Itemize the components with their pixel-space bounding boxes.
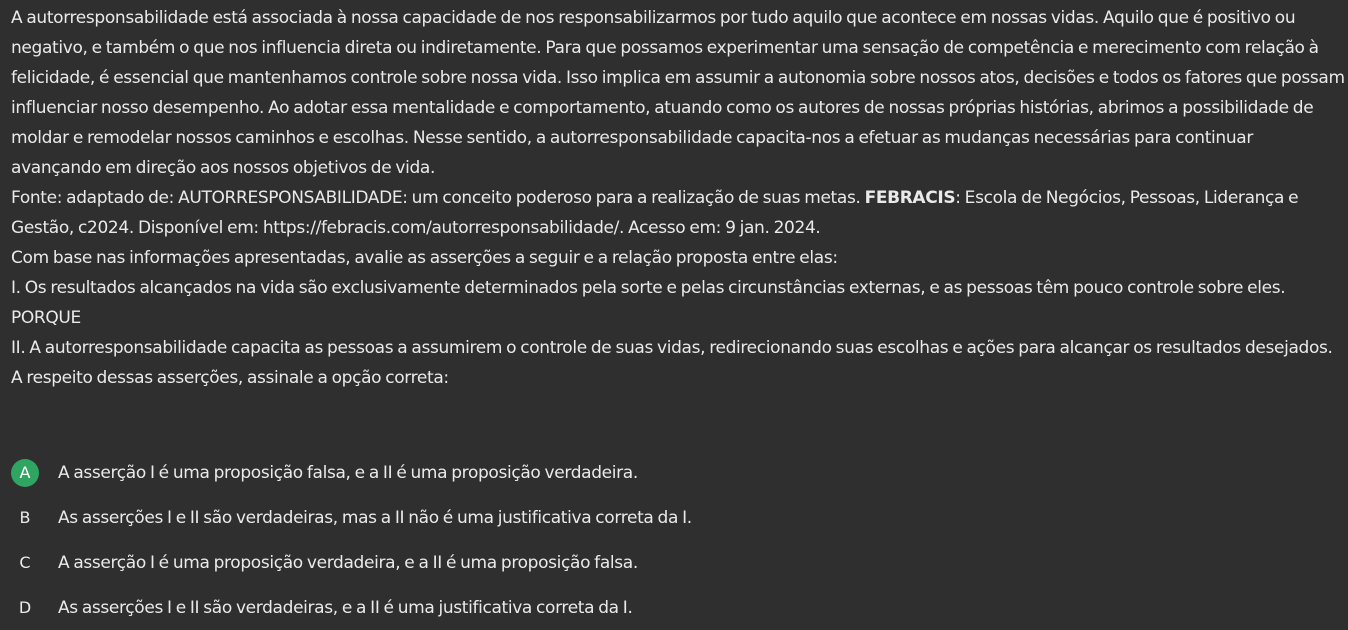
option-d[interactable] — [11, 585, 1331, 630]
answer-options — [11, 450, 1331, 630]
option-b-letter[interactable]: B — [19, 508, 31, 527]
assertion-2: II. A autorresponsabilidade capacita as pessoas a assumirem o controle de suas vidas, redirecionando suas escolhas e ações para alcançar os resultados desejados. — [11, 338, 1333, 358]
question-text — [11, 3, 1346, 393]
question-prompt: Com base nas informações apresentadas, avalie as asserções a seguir e a relação proposta entre elas: — [11, 248, 838, 268]
option-a-text[interactable]: A asserção I é uma proposição falsa, e a II é uma proposição verdadeira. — [58, 462, 638, 483]
option-a-letter[interactable]: A — [11, 459, 39, 487]
source-prefix: Fonte: adaptado de: AUTORRESPONSABILIDADE: um conceito poderoso para a realização de suas metas. — [11, 188, 865, 208]
option-c-letter[interactable]: C — [19, 553, 31, 572]
option-d-text[interactable]: As asserções I e II são verdadeiras, e a II é uma justificativa correta da I. — [58, 597, 633, 618]
option-c-text[interactable]: A asserção I é uma proposição verdadeira, e a II é uma proposição falsa. — [58, 552, 638, 573]
source-citation — [11, 183, 1346, 243]
source-suffix: : Escola de Negócios, Pessoas, Liderança e Gestão, c2024. Disponível em: https://febracis.com/autorresponsabilidade/. Acesso em: 9 jan. 2024. — [11, 188, 1299, 238]
source-bold: FEBRACIS — [864, 188, 956, 208]
option-b[interactable] — [11, 495, 1331, 540]
question-paragraph: A autorresponsabilidade está associada à nossa capacidade de nos responsabilizarmos por tudo aquilo que acontece em nossas vidas. Aquilo que é positivo ou negativo, e também o que nos influencia direta ou indiretamente. Para que possamos experimentar uma sensação de competência e merecimento com relação à felicidade, é essencial que mantenhamos controle sobre nossa vida. Isso implica em assumir a autonomia sobre nossos atos, decisões e todos os fatores que possam influenciar nosso desempenho. Ao adotar essa mentalidade e comportamento, atuando como os autores de nossas próprias histórias, abrimos a possibilidade de moldar e remodelar nossos caminhos e escolhas. Nesse sentido, a autorresponsabilidade capacita-nos a efetuar as mudanças necessárias para continuar avançando em direção aos nossos objetivos de vida. — [11, 8, 1345, 178]
option-c[interactable] — [11, 540, 1331, 585]
assertion-connector: PORQUE — [11, 308, 81, 328]
option-b-text[interactable]: As asserções I e II são verdadeiras, mas a II não é uma justificativa correta da I. — [58, 507, 692, 528]
assertion-1: I. Os resultados alcançados na vida são exclusivamente determinados pela sorte e pelas circunstâncias externas, e as pessoas têm pouco controle sobre eles. — [11, 278, 1286, 298]
option-a[interactable] — [11, 450, 1331, 495]
question-instruction: A respeito dessas asserções, assinale a opção correta: — [11, 368, 449, 388]
option-d-letter[interactable]: D — [18, 598, 32, 617]
